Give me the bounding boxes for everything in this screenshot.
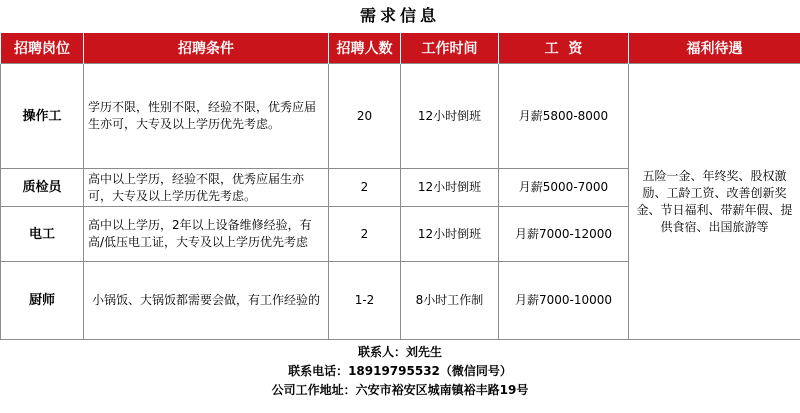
header-position: 招聘岗位 [1, 33, 84, 64]
hours-cell: 8小时工作制 [401, 262, 499, 340]
header-condition: 招聘条件 [84, 33, 329, 64]
condition-cell: 高中以上学历，经验不限，优秀应届生亦可，大专及以上学历优先考虑。 [84, 169, 329, 207]
contact-phone: 联系电话：18919795532（微信同号） [288, 364, 512, 378]
count-cell: 1-2 [329, 262, 401, 340]
count-cell: 2 [329, 169, 401, 207]
count-cell: 20 [329, 64, 401, 169]
header-hours: 工作时间 [401, 33, 499, 64]
hours-cell: 12小时倒班 [401, 169, 499, 207]
hours-cell: 12小时倒班 [401, 207, 499, 262]
salary-cell: 月薪7000-12000 [499, 207, 629, 262]
contact-section [0, 343, 800, 400]
table-header-row [1, 33, 800, 64]
hours-cell: 12小时倒班 [401, 64, 499, 169]
recruitment-table [0, 33, 800, 340]
salary-cell: 月薪5000-7000 [499, 169, 629, 207]
condition-cell: 学历不限，性别不限，经验不限，优秀应届生亦可，大专及以上学历优先考虑。 [84, 64, 329, 169]
salary-cell: 月薪5800-8000 [499, 64, 629, 169]
benefits-cell: 五险一金、年终奖、股权激励、工龄工资、改善创新奖金、节日福利、带薪年假、提供食宿、出国旅游等 [629, 64, 800, 340]
company-address: 公司工作地址：六安市裕安区城南镇裕丰路19号 [271, 383, 529, 397]
count-cell: 2 [329, 207, 401, 262]
condition-cell: 高中以上学历，2年以上设备维修经验，有高/低压电工证，大专及以上学历优先考虑 [84, 207, 329, 262]
condition-cell: 小锅饭、大锅饭都需要会做，有工作经验的 [84, 262, 329, 340]
position-cell: 质检员 [1, 169, 84, 207]
header-salary: 工 资 [499, 33, 629, 64]
table-row [1, 64, 800, 169]
header-benefits: 福利待遇 [629, 33, 800, 64]
salary-cell: 月薪7000-10000 [499, 262, 629, 340]
contact-person: 联系人：刘先生 [357, 345, 442, 359]
header-count: 招聘人数 [329, 33, 401, 64]
page-title: 需求信息 [359, 6, 440, 25]
position-cell: 电工 [1, 207, 84, 262]
position-cell: 厨师 [1, 262, 84, 340]
position-cell: 操作工 [1, 64, 84, 169]
